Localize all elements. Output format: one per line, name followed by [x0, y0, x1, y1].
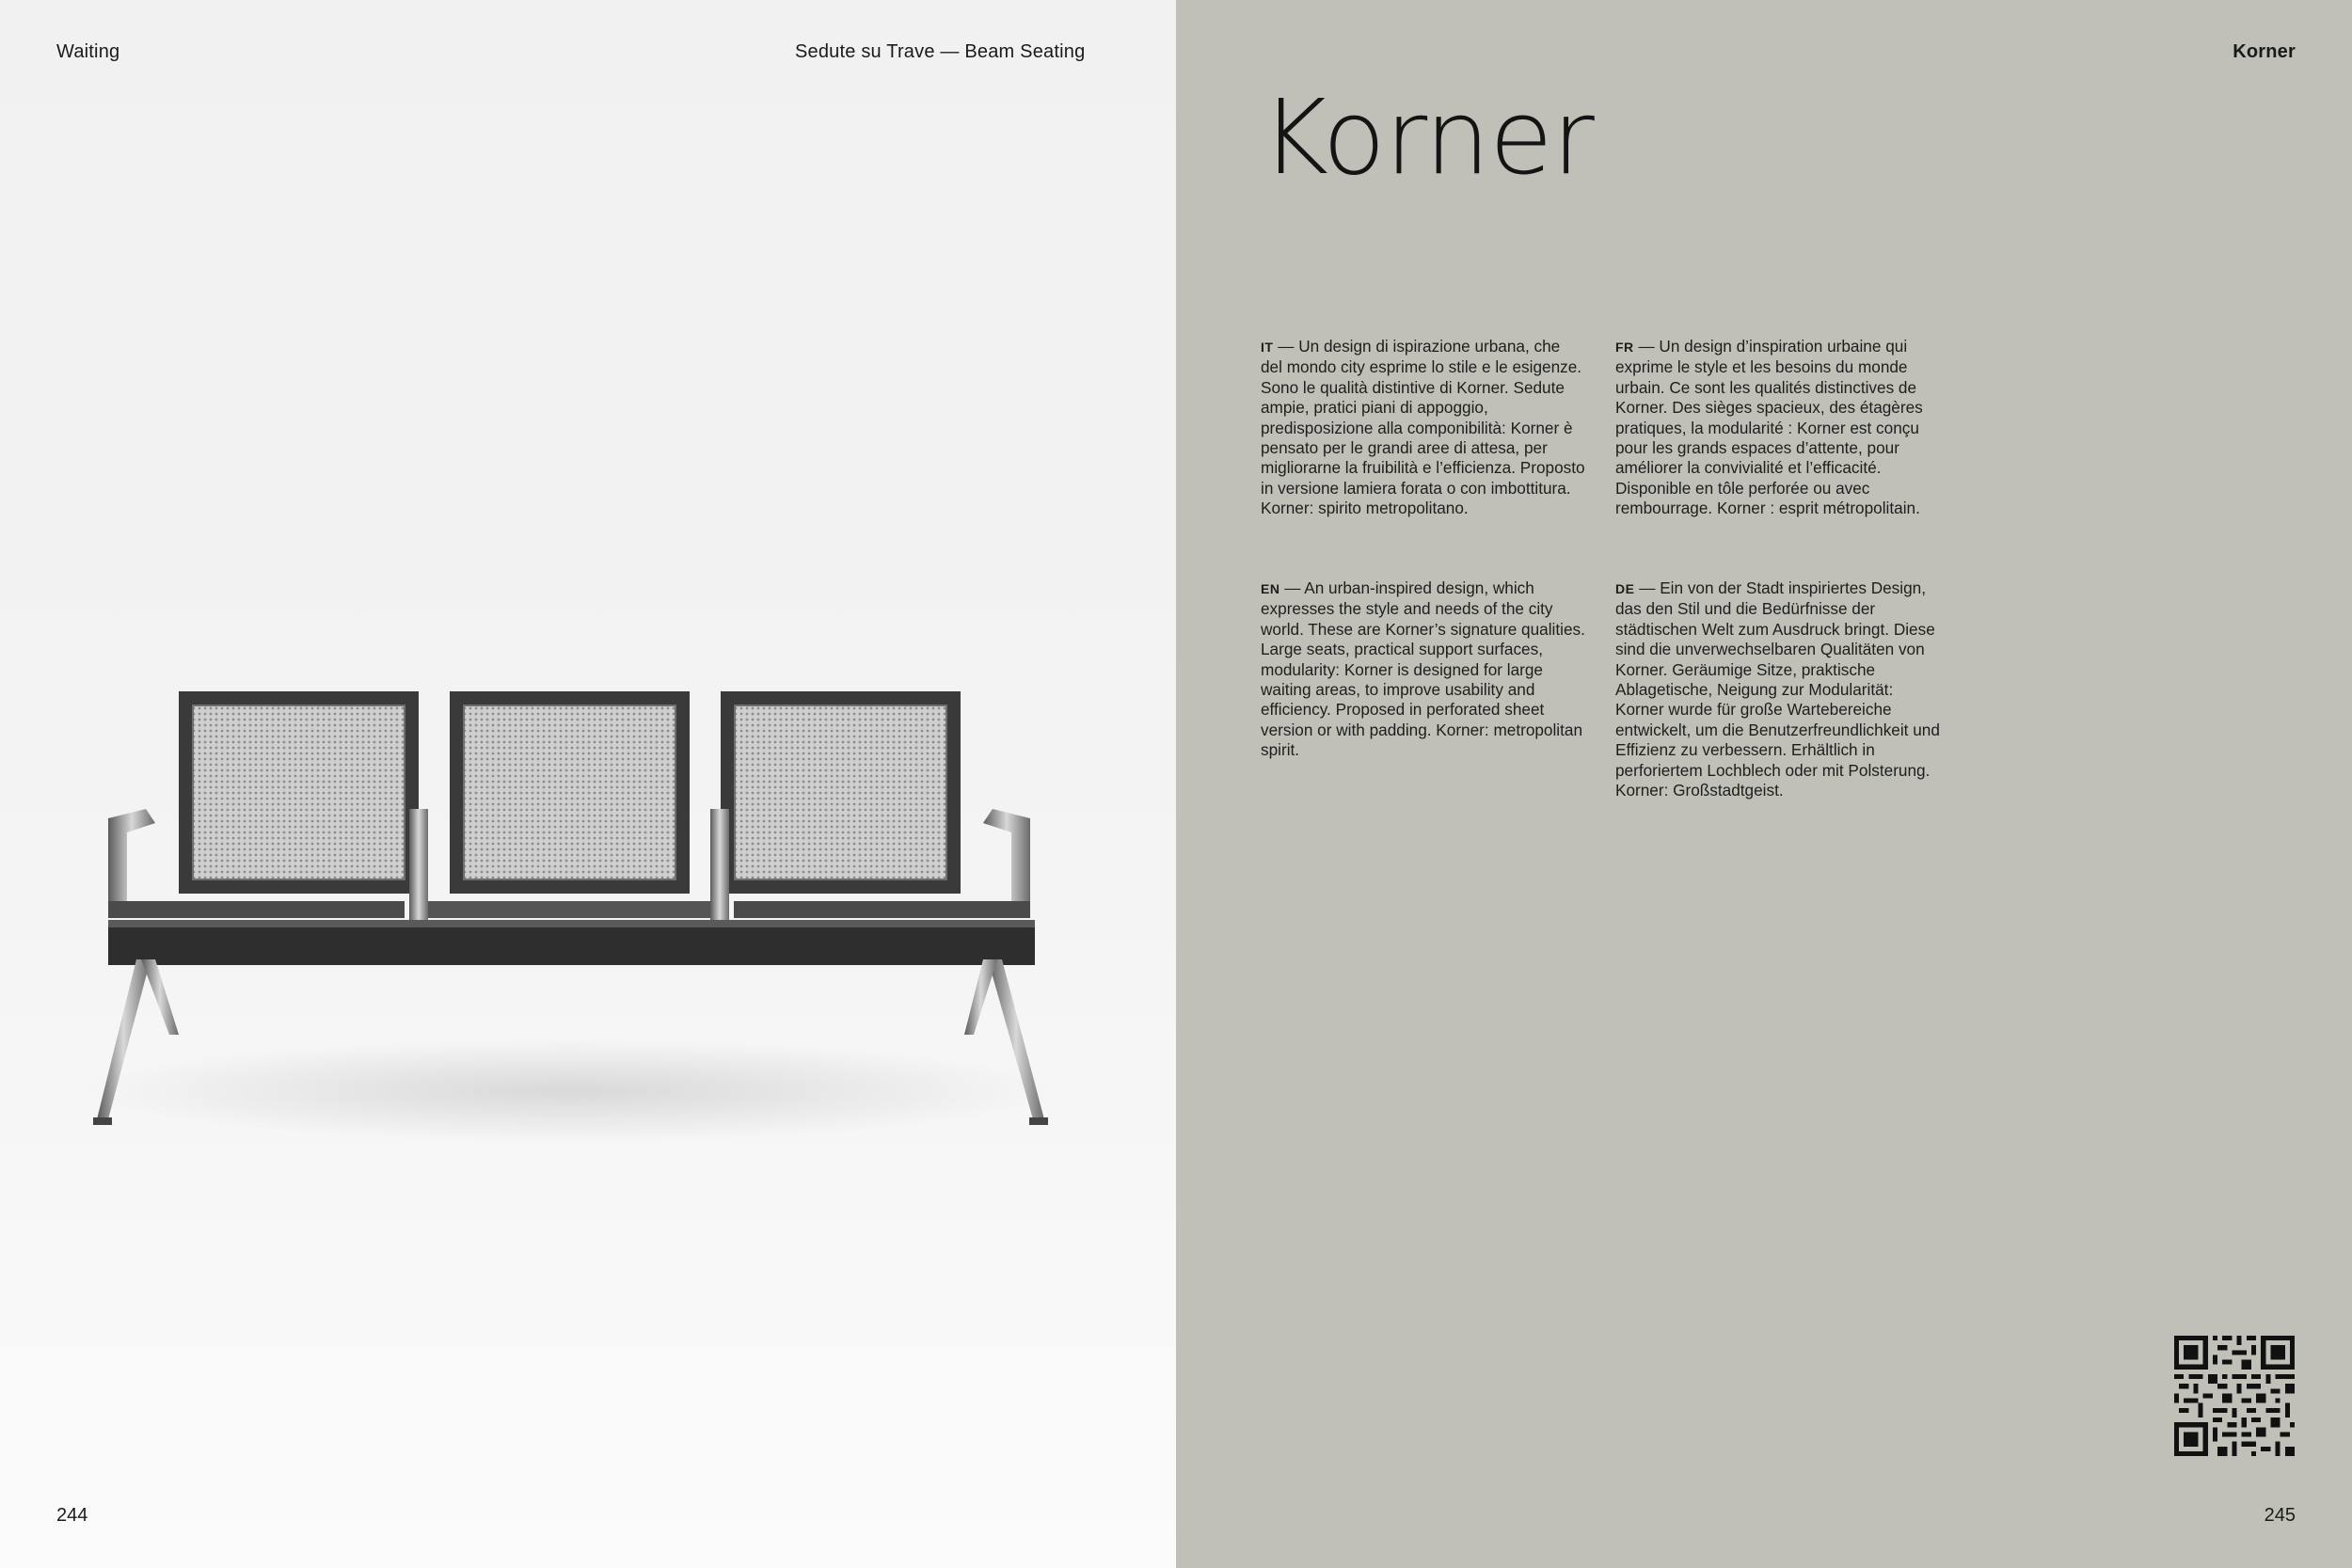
product-label: Korner — [2233, 41, 2296, 62]
page-number-left: 244 — [56, 1505, 88, 1526]
seat-back-right — [721, 691, 961, 894]
description-body: Ein von der Stadt inspiriertes Design, das den Stil und die Bedürfnisse der städtischen Welt zum Ausdruck bringt. Diese sind die unverwechselbaren Qualitäten von Korner. Geräumige Sitze, praktische Ablagetische, Neigung zur Modularität: Korner wurde für große Wartebereiche entwickelt, um die Benutzerfreundlichkeit und Effizienz zu verbessern. Erhältlich in perforiertem Lochblech oder mit Polsterung. Korner: Großstadtgeist. — [1615, 578, 1940, 800]
separator: — — [1633, 337, 1660, 356]
description-body: Un design d’inspiration urbaine qui exprime le style et les besoins du monde urbain. Ce sont les qualités distinctives de Korner. Des sièges spacieux, des étagères pratiques, la modularité : Korner est conçu pour les grands espaces d’attente, pour améliorer la convivialité et l’efficacité. Disponible en tôle perforée ou avec rembourrage. Korner : esprit métropolitain. — [1615, 337, 1923, 518]
description-de — [1615, 578, 1940, 800]
description-en — [1261, 578, 1585, 761]
page-number-right: 245 — [2264, 1505, 2296, 1526]
separator: — — [1279, 578, 1305, 597]
seat-back-left — [179, 691, 419, 894]
category-label: Sedute su Trave — Beam Seating — [795, 41, 1086, 62]
qr-code-icon[interactable] — [2174, 1336, 2295, 1456]
separator: — — [1634, 578, 1661, 597]
section-label: Waiting — [56, 41, 120, 62]
product-title: Korner — [1261, 77, 1594, 198]
description-body: An urban-inspired design, which expresses the style and needs of the city world. These are Korner’s signature qualities. Large seats, practical support surfaces, modularity: Korner is designed for large waiting areas, to improve usability and efficiency. Proposed in perforated sheet version or with padding. Korner: metropolitan spirit. — [1261, 578, 1585, 760]
seat-back-middle — [450, 691, 690, 894]
lang-code: DE — [1615, 581, 1635, 596]
description-fr — [1615, 337, 1940, 519]
lang-code: IT — [1261, 340, 1274, 355]
description-it — [1261, 337, 1585, 519]
description-body: Un design di ispirazione urbana, che del mondo city esprime lo stile e le esigenze. Sono le qualità distintive di Korner. Sedute ampie, pratici piani di appoggio, predisposizione alla componibilità: Korner è pensato per le grandi aree di attesa, per migliorarne la fruibilità e l’efficienza. Proposto in versione lamiera forata o con imbottitura. Korner: spirito metropolitano. — [1261, 337, 1585, 518]
lang-code: EN — [1261, 581, 1280, 596]
separator: — — [1273, 337, 1299, 356]
lang-code: FR — [1615, 340, 1634, 355]
beam-seating-bench-image — [89, 677, 1049, 1148]
